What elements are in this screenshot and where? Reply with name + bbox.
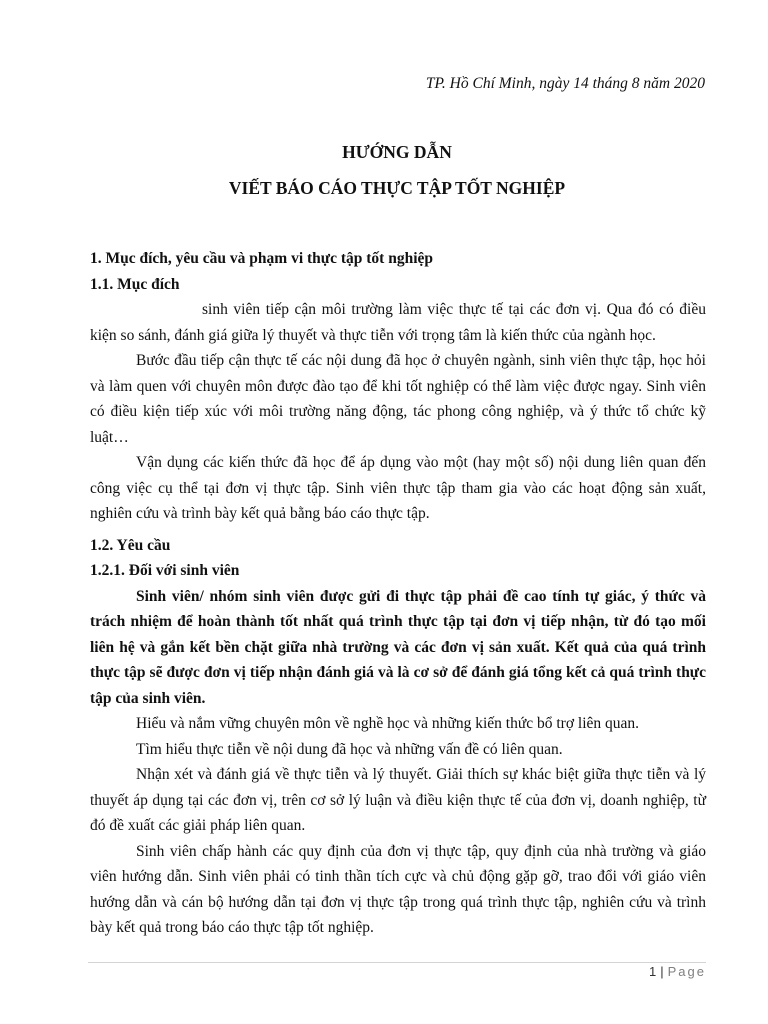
page-label: Page <box>667 964 706 979</box>
section-1-heading: 1. Mục đích, yêu cầu và phạm vi thực tập tốt nghiệp <box>90 250 434 267</box>
document-body <box>90 246 706 941</box>
document-page <box>88 0 706 1024</box>
date-line: TP. Hồ Chí Minh, ngày 14 tháng 8 năm 2020 <box>425 75 705 92</box>
paragraph: Vận dụng các kiến thức đã học để áp dụng vào một (hay một số) nội dung liên quan đến công việc cụ thể tại đơn vị thực tập. Sinh viên thực tập tham gia vào các hoạt động sản xuất, nghiên cứu và trình bày kết quả bằng báo cáo thực tập. <box>90 454 706 522</box>
section-1-2-heading: 1.2. Yêu cầu <box>90 536 171 554</box>
paragraph: Bước đầu tiếp cận thực tế các nội dung đã học ở chuyên ngành, sinh viên thực tập, học hỏi và làm quen với chuyên môn được đào tạo để khi tốt nghiệp có thể làm việc được ngay. Sinh viên có điều kiện tiếp xúc với môi trường năng động, tác phong công nghiệp, và ý thức tổ chức kỹ luật… <box>90 352 706 446</box>
paragraph: sinh viên tiếp cận môi trường làm việc thực tế tại các đơn vị. Qua đó có điều kiện so sánh, đánh giá giữa lý thuyết và thực tiễn với trọng tâm là kiến thức của ngành học. <box>90 301 706 344</box>
section-1-2-1-heading: 1.2.1. Đối với sinh viên <box>90 562 240 579</box>
page-footer <box>649 964 706 979</box>
document-title-line-1: HƯỚNG DẪN <box>342 142 452 162</box>
paragraph: Tìm hiểu thực tiễn về nội dung đã học và những vấn đề có liên quan. <box>136 740 563 758</box>
footer-divider <box>88 962 706 963</box>
page-separator: | <box>660 964 664 979</box>
paragraph: Hiểu và nắm vững chuyên môn về nghề học và những kiến thức bổ trợ liên quan. <box>136 715 640 732</box>
section-1-1-heading: 1.1. Mục đích <box>90 275 180 293</box>
paragraph: Sinh viên chấp hành các quy định của đơn vị thực tập, quy định của nhà trường và giáo viên hướng dẫn. Sinh viên phải có tinh thần tích cực và chủ động gặp gỡ, trao đổi với giáo viên hướng dẫn và cán bộ hướng dẫn tại đơn vị thực tập trong quá trình thực tập, nghiên cứu và trình bày kết quả trong báo cáo thực tập tốt nghiệp. <box>90 842 706 936</box>
document-title-line-2: VIẾT BÁO CÁO THỰC TẬP TỐT NGHIỆP <box>228 178 566 198</box>
page-number: 1 <box>649 964 657 979</box>
paragraph-bold: Sinh viên/ nhóm sinh viên được gửi đi thực tập phải đề cao tính tự giác, ý thức và trách nhiệm để hoàn thành tốt nhất quá trình thực tập tại đơn vị tiếp nhận, từ đó tạo mối liên hệ và gắn kết bền chặt giữa nhà trường và các đơn vị sản xuất. Kết quả của quá trình thực tập sẽ được đơn vị tiếp nhận đánh giá và là cơ sở để đánh giá tổng kết cả quá trình thực tập của sinh viên. <box>90 587 706 707</box>
paragraph: Nhận xét và đánh giá về thực tiễn và lý thuyết. Giải thích sự khác biệt giữa thực tiễn và lý thuyết áp dụng tại các đơn vị, trên cơ sở lý luận và điều kiện thực tế của đơn vị, doanh nghiệp, từ đó đề xuất các giải pháp liên quan. <box>90 766 706 834</box>
